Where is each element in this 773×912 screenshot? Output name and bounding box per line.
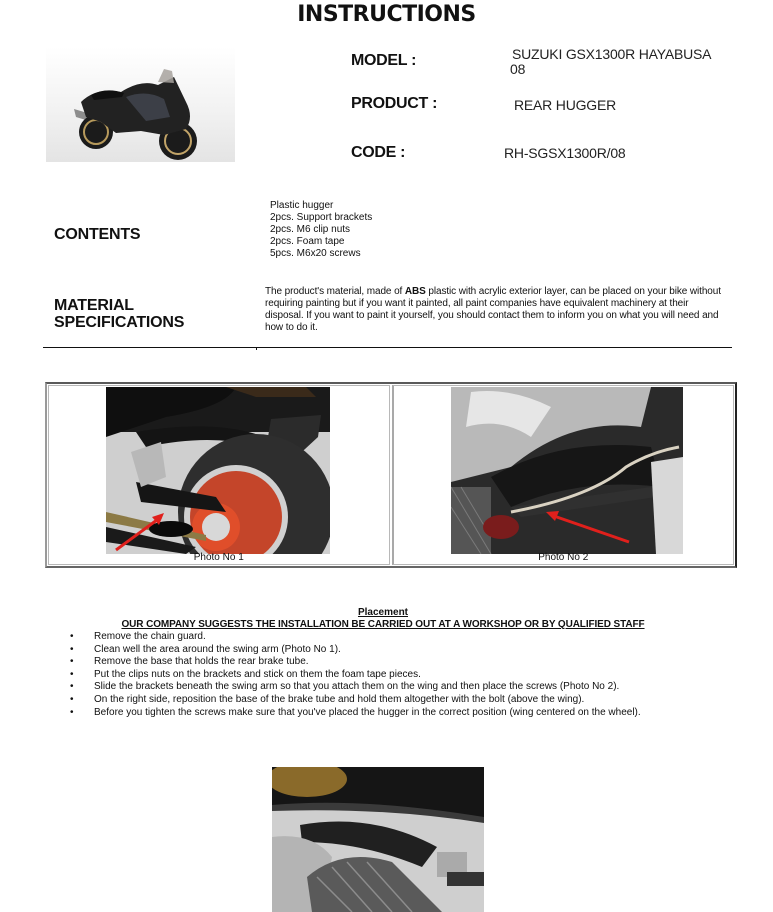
- product-value: REAR HUGGER: [514, 97, 617, 113]
- contents-item: 2pcs. Support brackets: [270, 212, 373, 223]
- step-item: • Before you tighten the screws make sure that you've placed the hugger in the correct position (wing centered on the wheel).: [70, 707, 641, 720]
- bracket-photo: [451, 387, 683, 554]
- code-value: RH-SGSX1300R/08: [504, 145, 626, 161]
- placement-warning: OUR COMPANY SUGGESTS THE INSTALLATION BE CARRIED OUT AT A WORKSHOP OR BY QUALIFIED STAFF: [121, 619, 645, 630]
- installation-steps: [70, 631, 641, 719]
- step-item: • Remove the base that holds the rear brake tube.: [70, 656, 641, 669]
- code-label: CODE :: [351, 144, 406, 161]
- material-heading-line2: SPECIFICATIONS: [54, 314, 185, 331]
- photo-caption-2: Photo No 2: [538, 552, 589, 563]
- material-text-2: plastic with acrylic exterior layer, can be placed on your bike without requiring painting but if you want it painted, all paint companies have equivalent machinery at their disposal. If you want to paint it yourself, you should contact them to inform you on what you will need and how to do it.: [265, 286, 721, 333]
- model-value-line2: 08: [510, 61, 526, 77]
- model-value-line1: SUZUKI GSX1300R HAYABUSA: [512, 46, 712, 62]
- step-item: • Clean well the area around the swing arm (Photo No 1).: [70, 644, 641, 657]
- installed-hugger-photo: [272, 767, 484, 912]
- column-divider-tick: [256, 347, 257, 350]
- section-divider: [43, 347, 732, 348]
- step-item: • Put the clips nuts on the brackets and stick on them the foam tape pieces.: [70, 669, 641, 682]
- swing-arm-photo: [106, 387, 330, 554]
- step-item: • Remove the chain guard.: [70, 631, 641, 644]
- step-item: • On the right side, reposition the base of the brake tube and hold them altogether with the bolt (above the wing).: [70, 694, 641, 707]
- swing-arm-photo-icon: [106, 387, 330, 554]
- installed-hugger-icon: [272, 767, 484, 912]
- contents-item: 2pcs. M6 clip nuts: [270, 224, 351, 235]
- material-text-1: The product's material, made of: [265, 286, 405, 297]
- material-abs-bold: ABS: [404, 286, 426, 297]
- model-label: MODEL :: [351, 52, 417, 69]
- placement-title: Placement: [357, 607, 409, 618]
- product-label: PRODUCT :: [351, 95, 438, 112]
- motorcycle-icon: [46, 47, 235, 162]
- photo-caption-1: Photo No 1: [193, 552, 244, 563]
- photo-cell-2: [392, 385, 735, 565]
- motorcycle-image: [46, 47, 235, 162]
- material-heading-line1: MATERIAL: [54, 297, 134, 314]
- contents-item: 5pcs. M6x20 screws: [270, 248, 361, 259]
- contents-heading: CONTENTS: [54, 226, 141, 243]
- contents-item: Plastic hugger: [270, 200, 334, 211]
- contents-item: 2pcs. Foam tape: [270, 236, 345, 247]
- model-value: [510, 47, 711, 77]
- step-item: • Slide the brackets beneath the swing arm so that you attach them on the wing and then place the screws (Photo No 2).: [70, 681, 641, 694]
- photo-table: [45, 382, 737, 568]
- bracket-photo-icon: [451, 387, 683, 554]
- photo-cell-1: [48, 385, 390, 565]
- contents-list: [270, 200, 372, 260]
- material-heading: [54, 297, 184, 331]
- material-description: [265, 286, 725, 334]
- page-title: INSTRUCTIONS: [297, 2, 476, 27]
